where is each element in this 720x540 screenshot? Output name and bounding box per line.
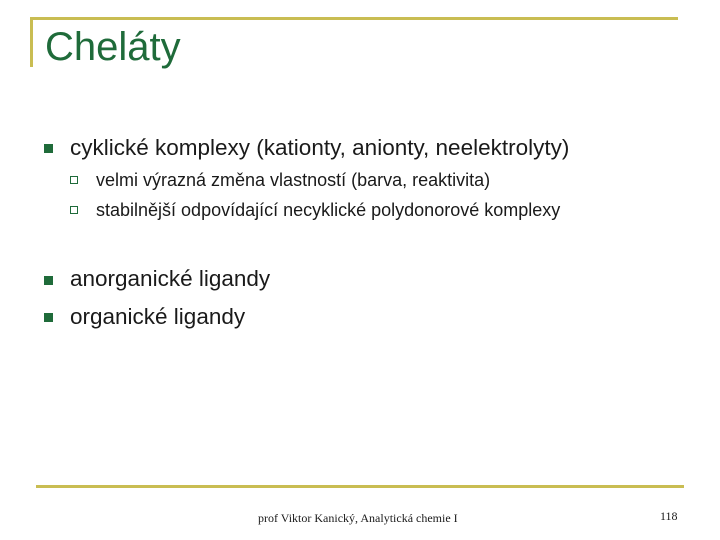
slide-title: Cheláty — [45, 25, 181, 69]
left-rule — [30, 17, 33, 67]
footer-rule — [36, 485, 684, 488]
bullet-square-icon — [44, 276, 53, 285]
page-number: 118 — [660, 509, 678, 523]
top-rule — [30, 17, 678, 20]
bullet-text: cyklické komplexy (kationty, anionty, neelektrolyty) — [70, 135, 570, 160]
bullet-square-icon — [44, 313, 53, 322]
sub-bullet-text: velmi výrazná změna vlastností (barva, reaktivita) — [96, 170, 491, 190]
sub-bullet-text: stabilnější odpovídající necyklické polydonorové komplexy — [96, 200, 561, 220]
footer-author: prof Viktor Kanický, Analytická chemie I — [258, 511, 458, 525]
sub-bullet-box-icon — [70, 206, 78, 214]
bullet-square-icon — [44, 144, 53, 153]
sub-bullet-box-icon — [70, 176, 78, 184]
bullet-text: organické ligandy — [70, 304, 246, 329]
bullet-text: anorganické ligandy — [70, 266, 271, 291]
